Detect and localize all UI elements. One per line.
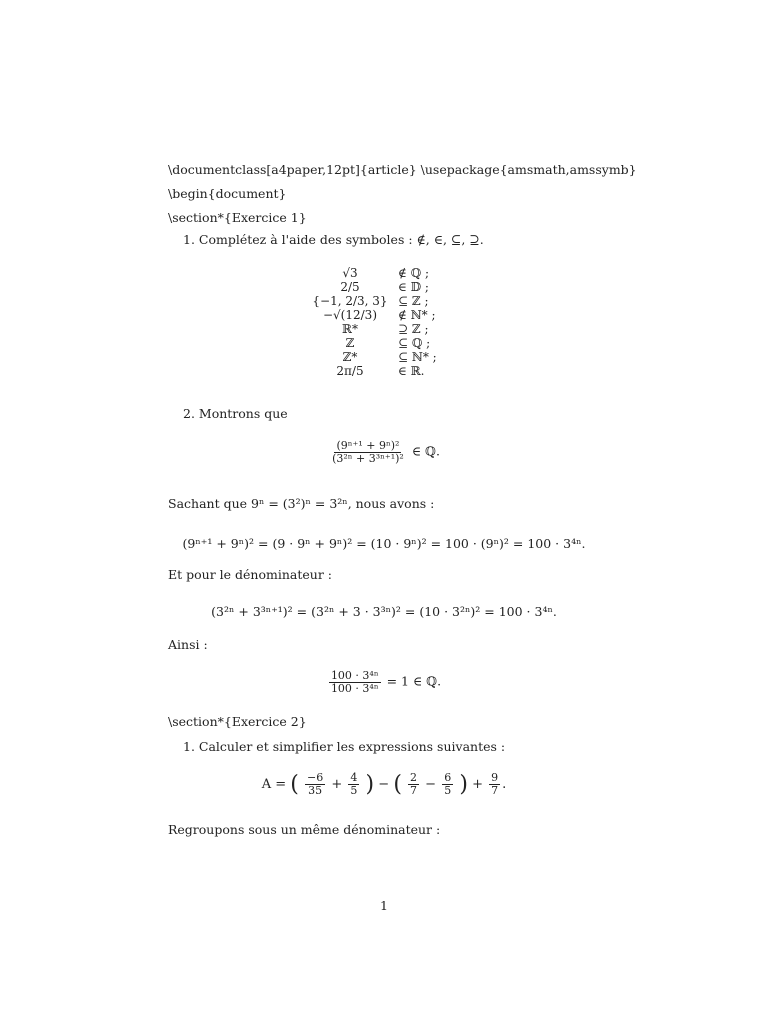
table-row-rel: ⊆ ℤ ; (398, 294, 429, 308)
table-row-rel: ∈ 𝔻 ; (398, 280, 429, 294)
preamble-line-3: \section*{Exercice 1} (168, 210, 307, 225)
claim-tail: ∈ ℚ. (411, 443, 440, 459)
table-row-rel: ⊆ ℚ ; (398, 336, 431, 350)
preamble-line-2: \begin{document} (168, 186, 287, 201)
table-row-rel: ∉ ℚ ; (398, 266, 430, 280)
claim-numerator: (9ⁿ⁺¹ + 9ⁿ)² (336, 439, 400, 452)
table-row-rel: ⊆ ℕ* ; (398, 350, 437, 364)
equation-1: (9ⁿ⁺¹ + 9ⁿ)² = (9 · 9ⁿ + 9ⁿ)² = (10 · 9ⁿ)² = 100 · (9ⁿ)² = 100 · 3⁴ⁿ. (182, 536, 586, 551)
ex2-section: \section*{Exercice 2} (168, 714, 307, 729)
expr-A-label: A = (261, 777, 287, 792)
final-numerator: 100 · 3⁴ⁿ (330, 669, 379, 682)
table-row-left: −√(12/3) (322, 308, 377, 322)
expression-A: A = ( $\frac{-6}{35}$ + $\frac{4}{5}$ ) − ( $\frac{2}{7}$ − $\frac{6}{5}$ ) + $\frac{9}{7}$ . (261, 771, 507, 797)
denominator-intro: Et pour le dénominateur : (168, 567, 332, 582)
table-row-left: ℤ* (342, 350, 358, 364)
table-row-rel: ⊇ ℤ ; (398, 322, 429, 336)
regroupons-text: Regroupons sous un même dénominateur : (168, 822, 441, 837)
table-row-rel: ∈ ℝ. (398, 364, 425, 378)
sachant-text: Sachant que 9ⁿ = (3²)ⁿ = 3²ⁿ, nous avons : (168, 496, 435, 511)
ex2-item-1: 1. Calculer et simplifier les expressions suivantes : (183, 739, 506, 754)
table-row-left: √3 (342, 266, 358, 280)
table-row-left: {−1, 2/3, 3} (312, 294, 388, 308)
table-row-left: 2π/5 (336, 364, 364, 378)
ex1-item-1: 1. Complétez à l'aide des symboles : ∉, ∈, ⊆, ⊇. (183, 232, 484, 247)
final-denominator: 100 · 3⁴ⁿ (330, 681, 379, 695)
final-equation (0, 670, 768, 694)
table-row-rel: ∉ ℕ* ; (398, 308, 436, 322)
page-number: 1 (380, 898, 388, 913)
claim-equation (0, 440, 768, 464)
ex1-item-2: 2. Montrons que (183, 406, 288, 421)
preamble-line-1: \documentclass[a4paper,12pt]{article} \usepackage{amsmath,amssymb} (168, 162, 637, 177)
equation-2: (3²ⁿ + 3³ⁿ⁺¹)² = (3²ⁿ + 3 · 3³ⁿ)² = (10 · 3²ⁿ)² = 100 · 3⁴ⁿ. (211, 604, 557, 619)
table-row-left: ℤ (345, 336, 355, 350)
table-row-left: 2/5 (340, 280, 360, 294)
final-tail: = 1 ∈ ℚ. (386, 673, 442, 689)
table-row-left: ℝ* (342, 322, 358, 336)
ainsi-text: Ainsi : (168, 637, 208, 652)
claim-denominator: (3²ⁿ + 3³ⁿ⁺¹)² (332, 451, 404, 465)
